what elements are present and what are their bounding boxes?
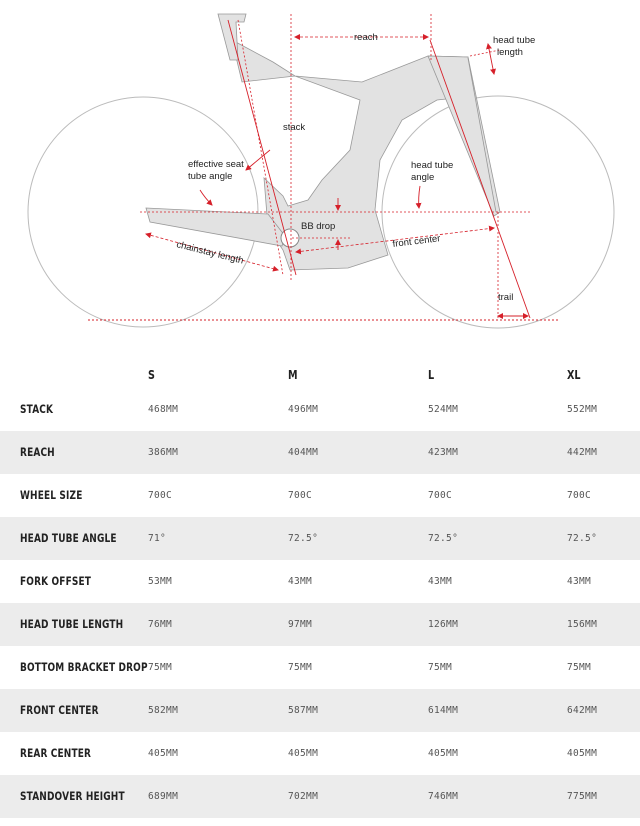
cell-s: 75MM — [148, 662, 173, 673]
cell-l: 405MM — [428, 748, 459, 759]
cell-s: 71° — [148, 533, 167, 544]
cell-m: 587MM — [288, 705, 319, 716]
cell-s: 689MM — [148, 791, 179, 802]
cell-xl: 156MM — [567, 619, 598, 630]
cell-xl: 405MM — [567, 748, 598, 759]
table-row-front-center — [0, 689, 640, 732]
table-row-reach — [0, 431, 640, 474]
cell-m: 405MM — [288, 748, 319, 759]
seat-angle-arrow — [200, 190, 212, 205]
head-tube-length-arrow — [488, 44, 494, 74]
row-label: HEAD TUBE ANGLE — [20, 531, 117, 545]
cell-l: 746MM — [428, 791, 459, 802]
row-label: BOTTOM BRACKET DROP — [20, 660, 148, 674]
head-angle-arrow — [419, 186, 420, 208]
row-label: STACK — [20, 402, 54, 416]
cell-m: 496MM — [288, 404, 319, 415]
cell-xl: 43MM — [567, 576, 592, 587]
bike-geometry-diagram — [0, 0, 640, 340]
cell-m: 97MM — [288, 619, 313, 630]
label-front-center: front center — [392, 233, 442, 250]
column-s: S — [148, 368, 155, 382]
label-trail: trail — [498, 292, 514, 303]
table-row-head-tube-length — [0, 603, 640, 646]
cell-s: 405MM — [148, 748, 179, 759]
label-effective-seat-2: tube angle — [188, 171, 233, 182]
table-header — [0, 362, 640, 388]
label-head-tube-angle-2: angle — [411, 172, 435, 183]
cell-xl: 442MM — [567, 447, 598, 458]
cell-s: 582MM — [148, 705, 179, 716]
label-head-tube-length-2: length — [497, 47, 523, 58]
row-label: REAR CENTER — [20, 746, 92, 760]
cell-xl: 75MM — [567, 662, 592, 673]
cell-xl: 72.5° — [567, 533, 598, 544]
label-chainstay: chainstay length — [175, 239, 245, 267]
cell-l: 43MM — [428, 576, 453, 587]
cell-l: 614MM — [428, 705, 459, 716]
table-row-fork-offset — [0, 560, 640, 603]
row-label: HEAD TUBE LENGTH — [20, 617, 124, 631]
table-row-head-tube-angle — [0, 517, 640, 560]
label-effective-seat-1: effective seat — [188, 159, 244, 170]
cell-l: 700C — [428, 490, 453, 501]
cell-s: 76MM — [148, 619, 173, 630]
table-row-wheel-size — [0, 474, 640, 517]
geometry-table — [0, 362, 640, 818]
label-bb-drop: BB drop — [301, 221, 336, 232]
head-tube-axis — [430, 40, 530, 318]
column-xl: XL — [567, 368, 581, 382]
cell-l: 423MM — [428, 447, 459, 458]
cell-m: 75MM — [288, 662, 313, 673]
head-tube-length-line — [470, 50, 500, 56]
seat-angle-arc — [246, 150, 270, 170]
cell-l: 524MM — [428, 404, 459, 415]
cell-l: 126MM — [428, 619, 459, 630]
row-label: WHEEL SIZE — [20, 488, 83, 502]
table-row-rear-center — [0, 732, 640, 775]
cell-s: 386MM — [148, 447, 179, 458]
label-reach: reach — [354, 32, 378, 43]
column-l: L — [428, 368, 435, 382]
cell-m: 404MM — [288, 447, 319, 458]
table-row-standover-height — [0, 775, 640, 818]
cell-m: 702MM — [288, 791, 319, 802]
cell-s: 468MM — [148, 404, 179, 415]
table-row-stack — [0, 388, 640, 431]
row-label: FRONT CENTER — [20, 703, 99, 717]
row-label: STANDOVER HEIGHT — [20, 789, 125, 803]
cell-s: 53MM — [148, 576, 173, 587]
cell-xl: 775MM — [567, 791, 598, 802]
cell-xl: 642MM — [567, 705, 598, 716]
column-m: M — [288, 368, 298, 382]
fork — [428, 56, 500, 216]
row-label: FORK OFFSET — [20, 574, 92, 588]
cell-xl: 552MM — [567, 404, 598, 415]
cell-xl: 700C — [567, 490, 592, 501]
cell-m: 72.5° — [288, 533, 319, 544]
cell-m: 700C — [288, 490, 313, 501]
row-label: REACH — [20, 445, 55, 459]
label-head-tube-length-1: head tube — [493, 35, 536, 46]
cell-l: 75MM — [428, 662, 453, 673]
cell-l: 72.5° — [428, 533, 459, 544]
table-row-bottom-bracket-drop — [0, 646, 640, 689]
label-stack: stack — [283, 122, 306, 133]
label-head-tube-angle-1: head tube — [411, 160, 454, 171]
chainstay — [146, 208, 285, 246]
cell-m: 43MM — [288, 576, 313, 587]
cell-s: 700C — [148, 490, 173, 501]
